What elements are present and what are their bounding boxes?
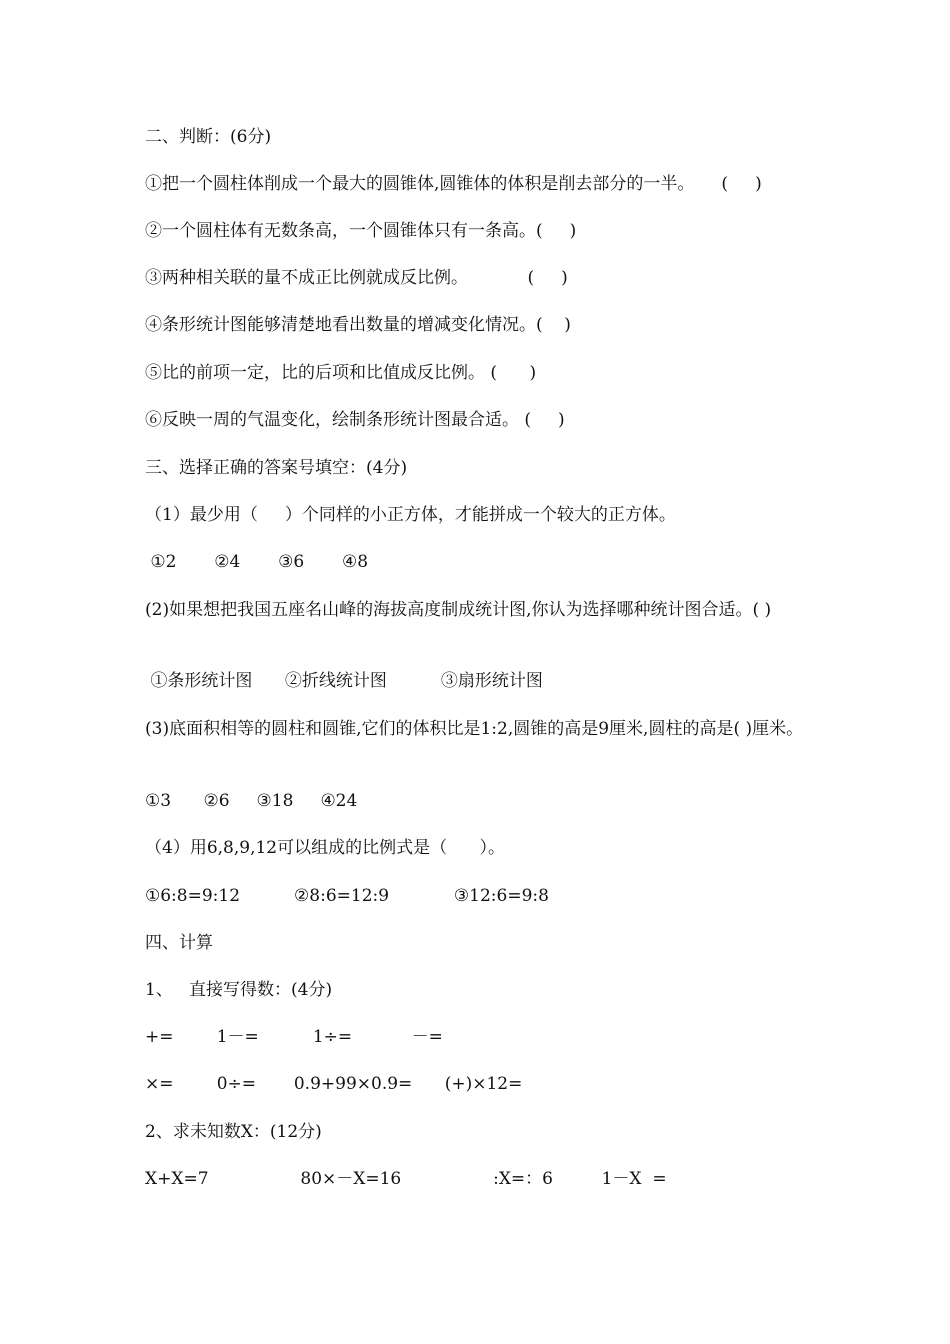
calc-sub1: 1、 直接写得数：(4分)	[145, 980, 333, 1000]
calc-row-3: X+X=7 80×－X=16 :X=：6 1－X =	[145, 1169, 667, 1189]
calc-row-1: += 1－= 1÷= －=	[145, 1027, 443, 1047]
choice-q1-options: ①2 ②4 ③6 ④8	[145, 552, 369, 572]
calc-row-2: ×= 0÷= 0.9+99×0.9= (+)×12=	[145, 1074, 523, 1094]
choice-heading: 三、选择正确的答案号填空：(4分)	[145, 458, 408, 478]
calc-heading: 四、计算	[145, 933, 213, 953]
choice-q3-options: ①3 ②6 ③18 ④24	[145, 791, 358, 811]
judge-item-1: ①把一个圆柱体削成一个最大的圆锥体,圆锥体的体积是削去部分的一半。 ( )	[145, 174, 762, 194]
judge-item-5: ⑤比的前项一定，比的后项和比值成反比例。 ( )	[145, 363, 537, 383]
judge-item-3: ③两种相关联的量不成正比例就成反比例。 ( )	[145, 268, 568, 288]
choice-q4-options: ①6:8=9:12 ②8:6=12:9 ③12:6=9:8	[145, 886, 549, 906]
judge-item-4: ④条形统计图能够清楚地看出数量的增减变化情况。( )	[145, 315, 571, 335]
calc-sub2: 2、求未知数X：(12分)	[145, 1122, 322, 1142]
choice-q3: (3)底面积相等的圆柱和圆锥,它们的体积比是1:2,圆锥的高是9厘米,圆柱的高是( )厘米。	[145, 719, 804, 739]
judge-item-2: ②一个圆柱体有无数条高，一个圆锥体只有一条高。( )	[145, 221, 577, 241]
choice-q1: （1）最少用（ ）个同样的小正方体，才能拼成一个较大的正方体。	[145, 505, 676, 525]
judge-item-6: ⑥反映一周的气温变化，绘制条形统计图最合适。 ( )	[145, 410, 565, 430]
choice-q2: (2)如果想把我国五座名山峰的海拔高度制成统计图,你认为选择哪种统计图合适。( )	[145, 600, 772, 620]
choice-q4: （4）用6,8,9,12可以组成的比例式是（ ）。	[145, 838, 506, 858]
judge-heading: 二、判断：(6分)	[145, 127, 272, 147]
choice-q2-options: ①条形统计图 ②折线统计图 ③扇形统计图	[145, 671, 543, 691]
